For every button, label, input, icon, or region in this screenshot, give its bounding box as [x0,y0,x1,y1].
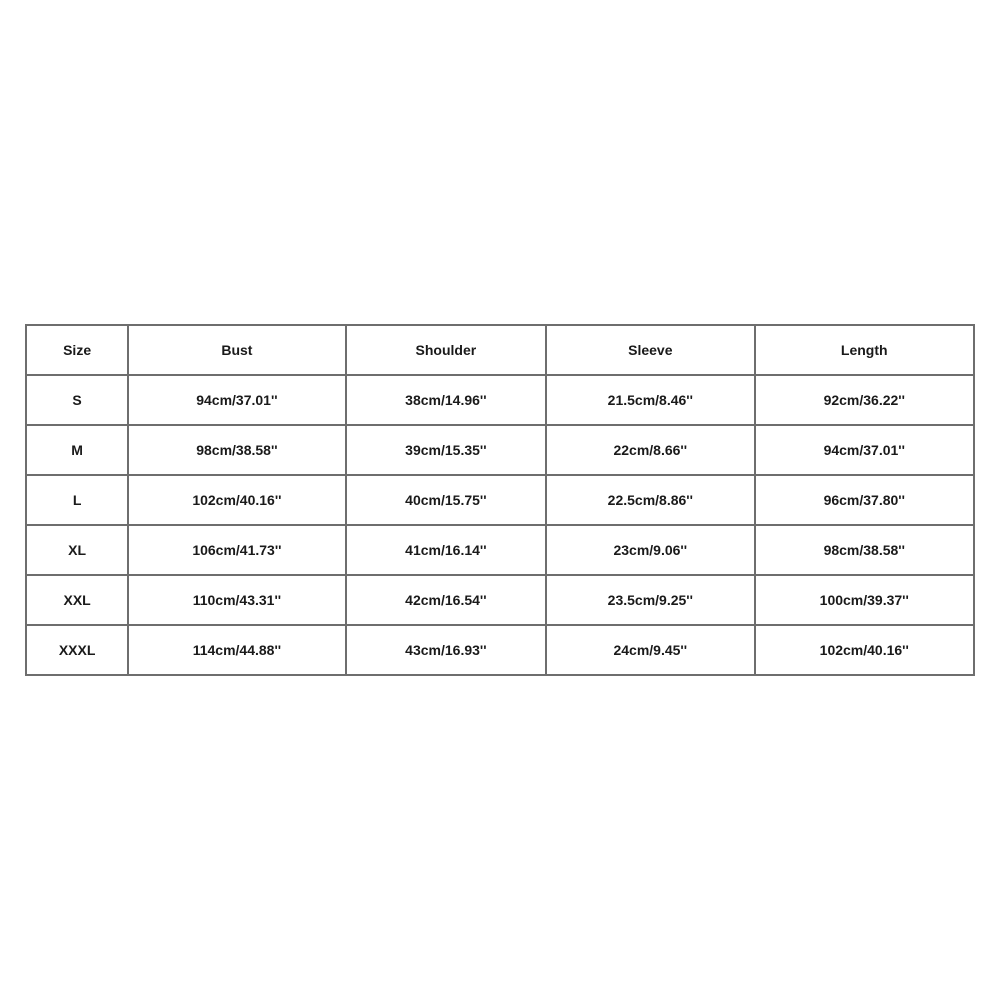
header-size: Size [26,325,128,375]
header-sleeve: Sleeve [546,325,754,375]
cell-bust: 106cm/41.73'' [128,525,345,575]
table-row [26,375,974,425]
cell-sleeve: 24cm/9.45'' [546,625,754,675]
cell-length: 94cm/37.01'' [755,425,974,475]
cell-size: XL [26,525,128,575]
cell-shoulder: 43cm/16.93'' [346,625,546,675]
table-row [26,625,974,675]
cell-sleeve: 23cm/9.06'' [546,525,754,575]
cell-size: L [26,475,128,525]
cell-bust: 110cm/43.31'' [128,575,345,625]
table-row [26,575,974,625]
cell-shoulder: 41cm/16.14'' [346,525,546,575]
cell-length: 96cm/37.80'' [755,475,974,525]
cell-bust: 114cm/44.88'' [128,625,345,675]
cell-sleeve: 21.5cm/8.46'' [546,375,754,425]
cell-length: 92cm/36.22'' [755,375,974,425]
table-header-row [26,325,974,375]
cell-bust: 102cm/40.16'' [128,475,345,525]
cell-length: 102cm/40.16'' [755,625,974,675]
table-row [26,525,974,575]
cell-size: M [26,425,128,475]
cell-sleeve: 23.5cm/9.25'' [546,575,754,625]
cell-size: XXXL [26,625,128,675]
cell-sleeve: 22.5cm/8.86'' [546,475,754,525]
cell-bust: 98cm/38.58'' [128,425,345,475]
cell-shoulder: 42cm/16.54'' [346,575,546,625]
cell-length: 100cm/39.37'' [755,575,974,625]
cell-size: XXL [26,575,128,625]
cell-bust: 94cm/37.01'' [128,375,345,425]
cell-shoulder: 40cm/15.75'' [346,475,546,525]
cell-length: 98cm/38.58'' [755,525,974,575]
size-chart-table [25,324,975,676]
cell-shoulder: 39cm/15.35'' [346,425,546,475]
cell-size: S [26,375,128,425]
cell-sleeve: 22cm/8.66'' [546,425,754,475]
cell-shoulder: 38cm/14.96'' [346,375,546,425]
table-row [26,425,974,475]
header-shoulder: Shoulder [346,325,546,375]
table-row [26,475,974,525]
header-bust: Bust [128,325,345,375]
header-length: Length [755,325,974,375]
